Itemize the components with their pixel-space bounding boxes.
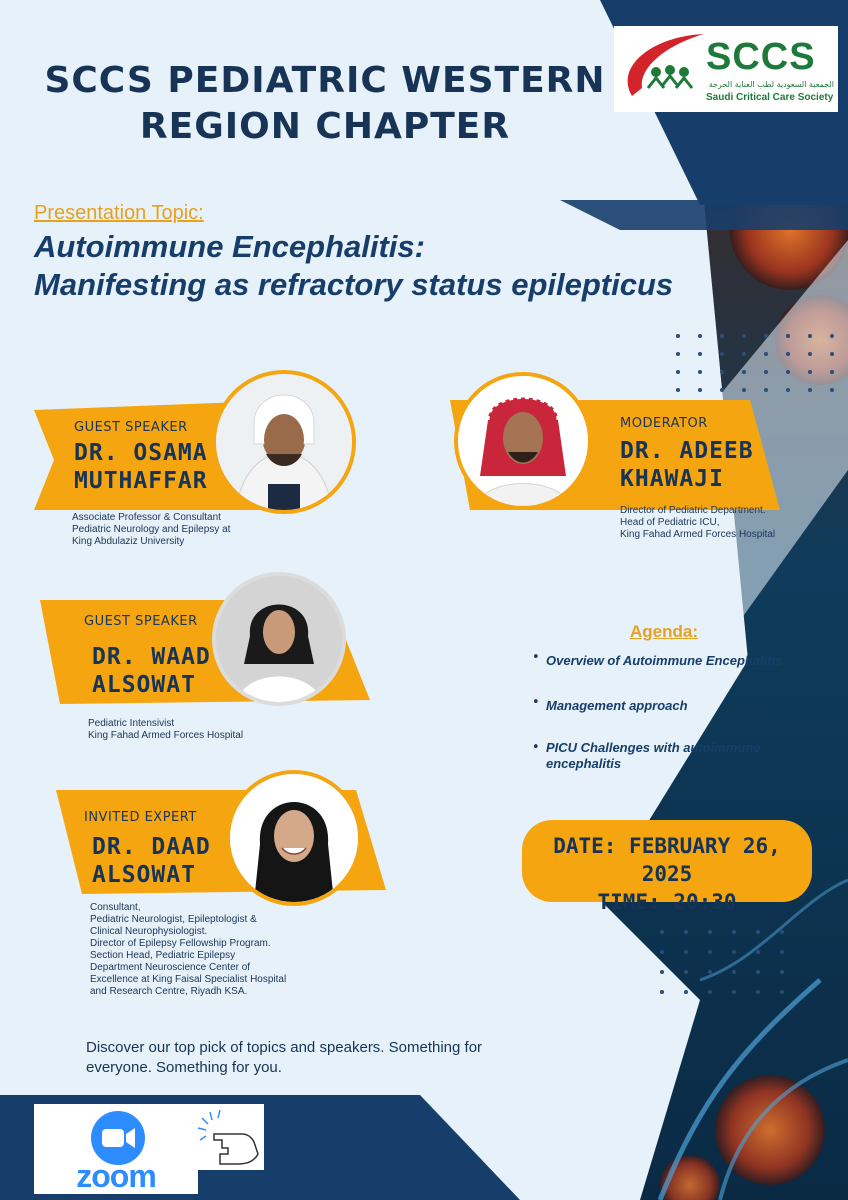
- logo-arabic: الجمعية السعودية لطب العناية الحرجة: [708, 80, 834, 89]
- zoom-label: zoom: [76, 1158, 156, 1194]
- topic-label: Presentation Topic:: [34, 202, 204, 224]
- speaker-desc-osama: [72, 512, 230, 548]
- desc-line: Head of Pediatric ICU,: [620, 517, 720, 528]
- agenda-item: [532, 695, 792, 714]
- title-line-1: SCCS PEDIATRIC WESTERN: [44, 60, 606, 101]
- speaker-name-line-1: DR. OSAMA: [74, 440, 208, 466]
- speaker-name-line-1: DR. ADEEB: [620, 438, 754, 464]
- speaker-card-osama: [34, 400, 374, 510]
- desc-line: and Research Centre, Riyadh KSA.: [90, 986, 248, 997]
- speaker-name-line-2: ALSOWAT: [92, 862, 196, 888]
- avatar-icon: [216, 374, 352, 510]
- click-pointer[interactable]: [198, 1104, 264, 1170]
- logo-abbr: SCCS: [706, 36, 816, 78]
- topic-line-1: Autoimmune Encephalitis:: [34, 229, 425, 264]
- speaker-name-line-2: KHAWAJI: [620, 466, 724, 492]
- bullet-icon: •: [532, 650, 540, 665]
- speaker-role: INVITED EXPERT: [84, 810, 197, 825]
- desc-line: Director of Epilepsy Fellowship Program.: [90, 938, 271, 949]
- desc-line: Excellence at King Faisal Specialist Hospital: [90, 974, 287, 985]
- speaker-role: GUEST SPEAKER: [84, 614, 198, 629]
- desc-line: Pediatric Intensivist: [88, 718, 175, 729]
- title-line-2: REGION CHAPTER: [139, 106, 511, 147]
- speaker-name-line-2: ALSOWAT: [92, 672, 196, 698]
- speaker-photo: [212, 370, 356, 514]
- desc-line: Director of Pediatric Department.: [620, 505, 766, 516]
- speaker-name-line-1: DR. DAAD: [92, 834, 211, 860]
- desc-line: King Fahad Armed Forces Hospital: [88, 730, 244, 741]
- agenda-list: [532, 650, 792, 772]
- desc-line: Clinical Neurophysiologist.: [90, 926, 208, 937]
- logo-english: Saudi Critical Care Society: [706, 92, 834, 103]
- desc-line: King Fahad Armed Forces Hospital: [620, 529, 776, 540]
- desc-line: Consultant,: [90, 902, 141, 913]
- speaker-role: GUEST SPEAKER: [74, 420, 188, 435]
- topic-line-2: Manifesting as refractory status epilepticus: [34, 267, 674, 302]
- event-time: TIME: 20:30: [597, 890, 737, 914]
- agenda-item-text: Overview of Autoimmune Encephalitis: [546, 653, 783, 668]
- agenda-item: [532, 650, 792, 669]
- desc-line: King Abdulaziz University: [72, 536, 185, 547]
- speaker-desc-adeeb: [620, 505, 775, 541]
- bullet-icon: •: [532, 695, 540, 710]
- speaker-role: MODERATOR: [620, 416, 708, 431]
- speaker-name-line-1: DR. WAAD: [92, 644, 211, 670]
- desc-line: Associate Professor & Consultant: [72, 512, 221, 523]
- avatar-icon: [216, 576, 342, 702]
- speaker-card-daad: [56, 790, 396, 900]
- zoom-join-button[interactable]: [34, 1104, 198, 1194]
- desc-line: Section Head, Pediatric Epilepsy: [90, 950, 236, 961]
- event-date: DATE: FEBRUARY 26, 2025: [553, 834, 781, 886]
- avatar-icon: [230, 774, 358, 902]
- bullet-icon: •: [532, 740, 540, 755]
- event-datetime-box: [522, 820, 812, 914]
- dot-grid-top: [676, 334, 846, 404]
- topic-title: [34, 228, 673, 304]
- speaker-photo: [226, 770, 362, 906]
- speaker-card-adeeb: [450, 400, 780, 510]
- desc-line: Department Neuroscience Center of: [90, 962, 251, 973]
- tagline: Discover our top pick of topics and speakers. Something for everyone. Something for you.: [86, 1039, 483, 1076]
- speaker-desc-waad: [88, 718, 243, 742]
- agenda-item-text: PICU Challenges with autoimmune encephalitis: [546, 740, 761, 771]
- speaker-desc-daad: [90, 902, 286, 998]
- agenda-item: [532, 740, 792, 772]
- desc-line: Pediatric Neurology and Epilepsy at: [72, 524, 231, 535]
- speaker-card-waad: [40, 600, 380, 710]
- speaker-name-line-2: MUTHAFFAR: [74, 468, 208, 494]
- dot-grid-bottom: [660, 930, 830, 1010]
- speaker-photo: [454, 372, 592, 510]
- agenda-item-text: Management approach: [546, 698, 688, 713]
- speaker-photo: [212, 572, 346, 706]
- agenda-title: Agenda:: [630, 622, 698, 641]
- desc-line: Pediatric Neurologist, Epileptologist &: [90, 914, 257, 925]
- pointing-hand-icon: [198, 1104, 264, 1170]
- avatar-icon: [458, 376, 588, 506]
- sccs-logo: [614, 26, 838, 112]
- page-title: [40, 58, 610, 150]
